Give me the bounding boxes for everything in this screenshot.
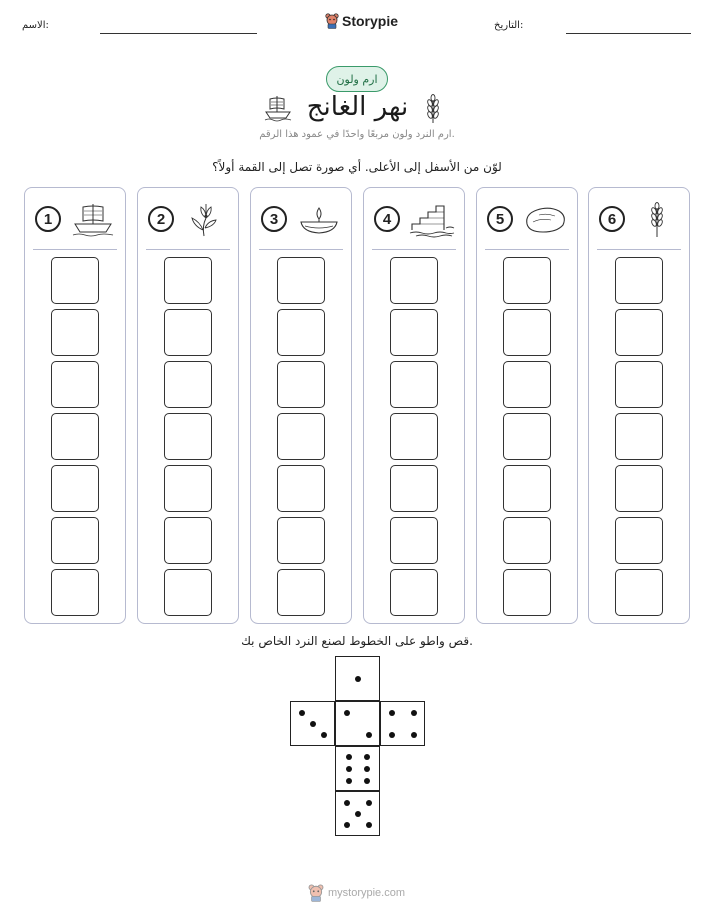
color-cell[interactable] [503,309,551,356]
bear-icon [325,13,339,29]
oil-lamp-icon [295,202,343,238]
column-number: 3 [261,206,287,232]
pip [299,710,305,716]
color-cell[interactable] [615,361,663,408]
column-header [251,200,351,240]
bear-icon [308,884,324,902]
boat-icon [69,202,117,238]
column-divider [146,249,230,250]
color-cell[interactable] [164,569,212,616]
color-cell[interactable] [164,517,212,564]
color-cell[interactable] [615,309,663,356]
dice-face-5 [335,791,380,836]
column-header [477,200,577,240]
flower-icon [182,202,230,238]
color-cell[interactable] [503,361,551,408]
name-line[interactable] [100,33,257,34]
color-cell[interactable] [277,361,325,408]
color-cell[interactable] [503,569,551,616]
column-divider [372,249,456,250]
color-cell[interactable] [277,309,325,356]
pip [321,732,327,738]
title-row [0,92,714,132]
column-number: 5 [487,206,513,232]
activity-badge: ارم ولون [326,66,388,92]
worksheet-header [0,0,714,50]
column-1 [24,187,126,624]
column-5 [476,187,578,624]
color-cell[interactable] [51,257,99,304]
color-cell[interactable] [615,569,663,616]
boat-icon [264,94,292,122]
column-divider [597,249,681,250]
color-cell[interactable] [277,465,325,512]
color-cell[interactable] [503,413,551,460]
pip [346,754,352,760]
color-cell[interactable] [615,413,663,460]
cut-instruction: قص واطو على الخطوط لصنع النرد الخاص بك. [241,634,473,648]
color-cell[interactable] [615,257,663,304]
column-divider [33,249,117,250]
pip [346,778,352,784]
color-cell[interactable] [390,517,438,564]
river-steps-icon [408,202,456,238]
column-3 [250,187,352,624]
color-cell[interactable] [277,413,325,460]
column-header [25,200,125,240]
color-cell[interactable] [51,569,99,616]
color-cell[interactable] [615,517,663,564]
dice-face-4 [380,701,425,746]
color-cell[interactable] [51,413,99,460]
page-title: نهر الغانج [306,92,409,122]
color-cell[interactable] [164,465,212,512]
color-cell[interactable] [164,361,212,408]
column-divider [485,249,569,250]
column-number: 1 [35,206,61,232]
color-cell[interactable] [164,309,212,356]
column-header [138,200,238,240]
color-cell[interactable] [277,517,325,564]
column-2 [137,187,239,624]
color-cell[interactable] [51,465,99,512]
pip [364,766,370,772]
pip [344,822,350,828]
color-cell[interactable] [390,413,438,460]
color-cell[interactable] [51,517,99,564]
dice-face-2 [335,701,380,746]
column-number: 6 [599,206,625,232]
dice-face-1 [335,656,380,701]
column-header [589,200,689,240]
stone-icon [521,202,569,238]
instruction-text: لوّن من الأسفل إلى الأعلى. أي صورة تصل إلى القمة أولاً؟ [212,160,502,174]
name-label: الاسم: [22,20,49,31]
pip [366,800,372,806]
pip [344,710,350,716]
column-6 [588,187,690,624]
color-cell[interactable] [51,309,99,356]
wheat-icon [424,94,442,124]
pip [355,811,361,817]
dice-face-6 [335,746,380,791]
color-cell[interactable] [390,569,438,616]
pip [344,800,350,806]
pip [364,754,370,760]
color-cell[interactable] [277,569,325,616]
subtitle: ارم النرد ولون مربعًا واحدًا في عمود هذا الرقم. [259,129,455,140]
pip [366,732,372,738]
column-header [364,200,464,240]
date-label: التاريخ: [494,20,524,31]
pip [355,676,361,682]
pip [366,822,372,828]
color-cell[interactable] [503,465,551,512]
race-columns [24,187,690,624]
column-number: 2 [148,206,174,232]
pip [364,778,370,784]
color-cell[interactable] [390,361,438,408]
color-cell[interactable] [390,257,438,304]
pip [389,732,395,738]
storypie-logo [325,13,398,29]
color-cell[interactable] [503,517,551,564]
color-cell[interactable] [615,465,663,512]
logo-text: Storypie [342,13,399,29]
color-cell[interactable] [164,413,212,460]
pip [411,732,417,738]
pip [310,721,316,727]
color-cell[interactable] [390,465,438,512]
wheat-icon [633,202,681,238]
column-4 [363,187,465,624]
color-cell[interactable] [390,309,438,356]
pip [411,710,417,716]
dice-face-3 [290,701,335,746]
color-cell[interactable] [503,257,551,304]
color-cell[interactable] [51,361,99,408]
footer-link[interactable]: mystorypie.com [328,887,406,899]
pip [346,766,352,772]
column-divider [259,249,343,250]
date-line[interactable] [566,33,691,34]
column-number: 4 [374,206,400,232]
footer [308,884,405,902]
dice-net [290,656,426,836]
pip [389,710,395,716]
color-cell[interactable] [164,257,212,304]
color-cell[interactable] [277,257,325,304]
